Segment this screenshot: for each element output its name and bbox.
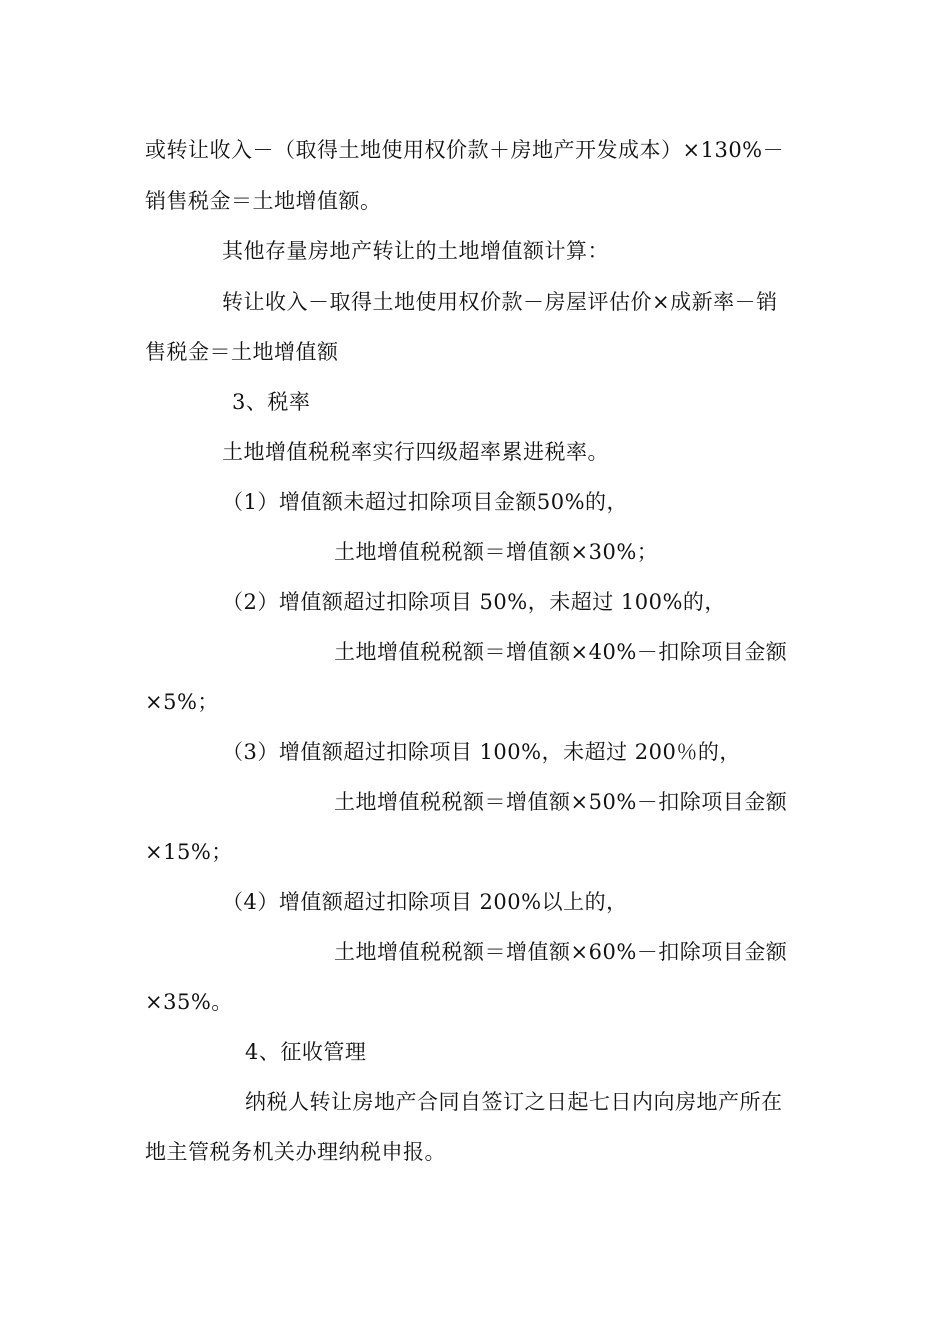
formula-line-3: 土地增值税税额＝增值额×50%－扣除项目金额 (334, 790, 788, 814)
text-line-3: 其他存量房地产转让的土地增值额计算： (222, 239, 609, 263)
formula-line-1: 土地增值税税额＝增值额×30%； (334, 540, 659, 564)
text-line-10: （2）增值额超过扣除项目 50%，未超过 100%的， (222, 590, 726, 614)
text-line-21: 地主管税务机关办理纳税申报。 (145, 1140, 446, 1164)
text-line-5: 售税金＝土地增值额 (145, 340, 339, 364)
formula-line-4: 土地增值税税额＝增值额×60%－扣除项目金额 (334, 940, 788, 964)
section-heading-tax-rate: 3、税率 (232, 390, 311, 414)
text-line-2: 销售税金＝土地增值额。 (145, 189, 382, 213)
text-line-20: 纳税人转让房地产合同自签订之日起七日内向房地产所在 (245, 1090, 783, 1114)
text-line-15: ×15%； (145, 840, 233, 864)
text-line-13: （3）增值额超过扣除项目 100%，未超过 200％的， (222, 740, 741, 764)
text-line-12: ×5%； (145, 690, 219, 714)
text-line-16: （4）增值额超过扣除项目 200%以上的， (222, 890, 628, 914)
text-line-8: （1）增值额未超过扣除项目金额50%的， (222, 490, 629, 514)
section-heading-collection: 4、征收管理 (245, 1040, 367, 1064)
text-line-18: ×35%。 (145, 990, 233, 1014)
text-line-4: 转让收入－取得土地使用权价款－房屋评估价×成新率－销 (222, 290, 778, 314)
formula-line-2: 土地增值税税额＝增值额×40%－扣除项目金额 (334, 640, 788, 664)
text-line-1: 或转让收入－（取得土地使用权价款＋房地产开发成本）×130%－ (145, 138, 785, 162)
text-line-7: 土地增值税税率实行四级超率累进税率。 (222, 440, 609, 464)
